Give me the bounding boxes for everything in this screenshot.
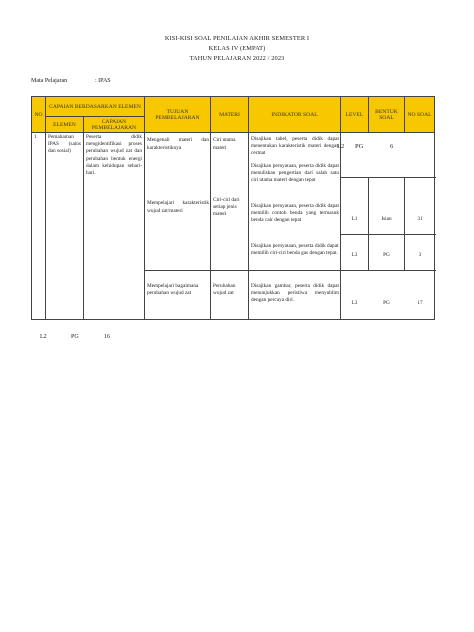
elemen-text: Pemahaman IPAS (sains dan sosial) [48,134,81,155]
header-materi: MATERI [211,97,249,133]
footer-level: L2 [40,334,47,340]
indikator-5: Disajikan gambar, peserta didik dapat menunjukkan peristiwa menyublim dengan percaya diri. [251,283,339,303]
document-title: KISI-KISI SOAL PENILAIAN AKHIR SEMESTER I [164,35,310,42]
indikator-2: Disajikan pernyataan, peserta didik dapat menuliskan pengertian dari salah satu ciri utama materi dengan tepat [251,163,339,183]
tujuan-1: Mengenali materi dan karakteristiknya [147,137,209,151]
nosoal-4: 17 [417,300,423,306]
subject-value: : IPAS [95,78,111,84]
indikator-3: Disajikan pernyataan, peserta didik dapat memilih contoh benda yang termasuk benda cair dengan tepat [251,203,339,223]
elemen-cell [46,133,84,320]
capaian-cell [84,133,145,320]
footer-nosoal: 16 [104,334,110,340]
scoring-cell [337,133,435,320]
bentuk-1: PG [355,143,364,150]
tujuan-divider [144,270,212,271]
class-title: KELAS IV (EMPAT) [208,45,266,52]
materi-2: Ciri-ciri dari setiap jenis materi [213,197,240,217]
header-elemen: ELEMEN [46,117,84,133]
bentuk-3: PG [383,252,390,258]
bentuk-4: PG [383,300,390,306]
scoring-line-2 [340,234,436,235]
subject-label: Mata Pelajaran [31,78,68,84]
indikator-cell [249,133,341,320]
level-4: L3 [351,300,358,306]
nosoal-1: 6 [390,143,394,150]
header-capaian-group: CAPAIAN BERDASARKAN ELEMEN [46,97,145,117]
row-number-cell [32,133,46,320]
indikator-4: Disajikan pernyataan, peserta didik dapat memilih ciri-ciri benda gas dengan tepat. [251,243,339,256]
materi-1: Ciri utama materi [213,137,236,151]
capaian-text: Peserta didik mengidentifikasi proses perubahan wujud zat dan perubahan bentuk energi dalam kehidupan sehari-hari. [86,134,142,177]
header-level: LEVEL [341,97,369,133]
level-1: L2 [337,143,345,150]
materi-cell [211,133,249,320]
tujuan-cell [145,133,211,320]
indikator-1: Disajikan tabel, peserta didik dapat menentukan karakteristik materi dengan cermat [251,136,339,156]
tujuan-3: Mempelajari bagaimana perubahan wujud zat [147,283,199,296]
materi-divider [210,270,250,271]
materi-3: Perubahan wujud zat [213,283,236,296]
footer-bentuk: PG [71,334,79,340]
nosoal-3: 3 [418,252,422,258]
header-tujuan: TUJUAN PEMBELAJARAN [145,97,211,133]
level-2: L1 [351,216,358,222]
kisi-kisi-table [31,96,435,320]
header-indikator: INDIKATOR SOAL [249,97,341,133]
header-bentuk: BENTUK SOAL [369,97,405,133]
scoring-line-3 [340,270,436,271]
header-nosoal: NO SOAL [405,97,435,133]
header-no: NO [32,97,46,133]
header-capaian: CAPAIAN PEMBELAJARAN [84,117,145,133]
tujuan-2: Mempelajari karakteristik wujud zat/materi [147,200,209,214]
indikator-divider [248,270,342,271]
row-number: 1 [34,134,37,140]
year-title: TAHUN PELAJARAN 2022 / 2023 [189,55,285,62]
level-3: L3 [351,252,358,258]
nosoal-2: 31 [417,216,423,222]
scoring-line-1 [340,177,436,178]
bentuk-2: Isian [381,216,392,222]
